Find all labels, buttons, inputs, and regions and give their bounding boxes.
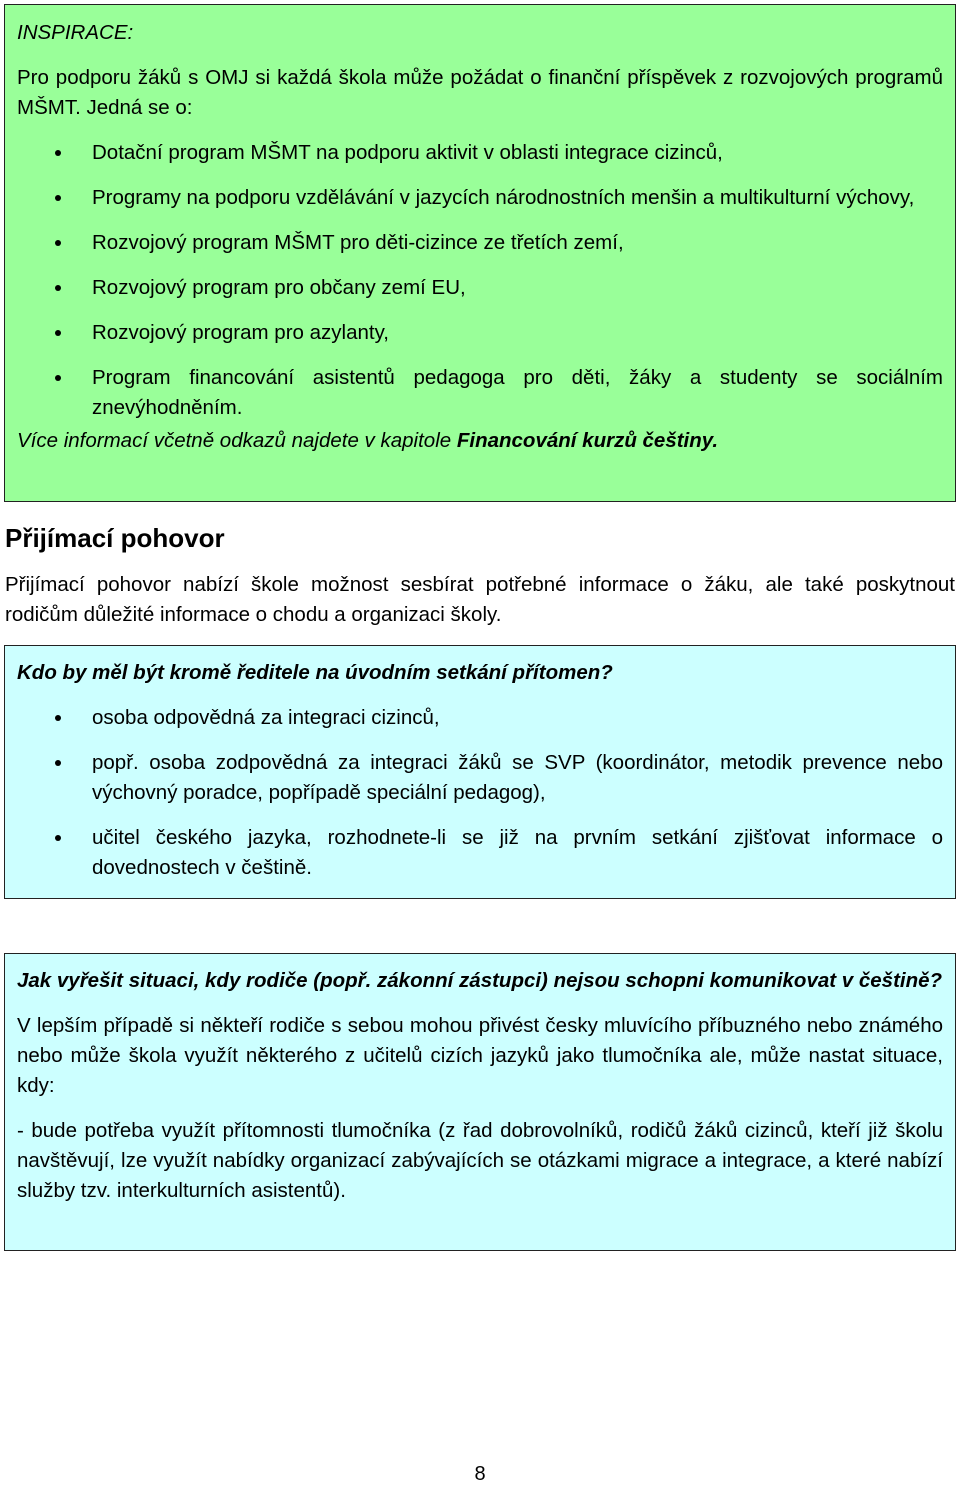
list-item: Rozvojový program pro azylanty, [17, 318, 943, 348]
bullet-icon [55, 285, 61, 291]
who-question: Kdo by měl být kromě ředitele na úvodním setkání přítomen? [17, 661, 613, 684]
who-box [4, 645, 956, 899]
list-item: Rozvojový program pro občany zemí EU, [17, 273, 943, 303]
bullet-icon [55, 835, 61, 841]
list-item: učitel českého jazyka, rozhodnete-li se již na prvním setkání zjišťovat informace o dovednostech v češtině. [17, 823, 943, 883]
list-item: osoba odpovědná za integraci cizinců, [17, 703, 943, 733]
how-paragraph: V lepším případě si někteří rodiče s sebou mohou přivést česky mluvícího příbuzného nebo známého nebo může škola využít některého z učitelů cizích jazyků jako tlumočníka ale, může nastat situace, kdy: [17, 1014, 943, 1097]
inspiration-list [17, 138, 943, 423]
more-info-note [17, 426, 943, 456]
bullet-icon [55, 760, 61, 766]
how-box [4, 953, 956, 1251]
bullet-icon [55, 150, 61, 156]
bullet-icon [55, 195, 61, 201]
inspiration-intro: Pro podporu žáků s OMJ si každá škola může požádat o finanční příspěvek z rozvojových programů MŠMT. Jedná se o: [17, 66, 943, 119]
list-item: popř. osoba zodpovědná za integraci žáků se SVP (koordinátor, metodik prevence nebo výchovný poradce, popřípadě speciální pedagog), [17, 748, 943, 808]
how-item: - bude potřeba využít přítomnosti tlumočníka (z řad dobrovolníků, rodičů žáků cizinců, kteří již školu navštěvují, lze využít nabídky organizací zabývajících se otázkami migrace a integrace, a které nabízí služby tzv. interkulturních asistentů). [17, 1119, 943, 1202]
inspiration-box [4, 4, 956, 502]
how-question: Jak vyřešit situaci, kdy rodiče (popř. zákonní zástupci) nejsou schopni komunikovat v češtině? [17, 969, 943, 992]
more-info-prefix: Více informací včetně odkazů najdete v kapitole [17, 429, 457, 452]
bullet-icon [55, 240, 61, 246]
bullet-icon [55, 375, 61, 381]
list-item: Programy na podporu vzdělávání v jazycích národnostních menšin a multikulturní výchovy, [17, 183, 943, 213]
more-info-chapter: Financování kurzů češtiny. [456, 429, 719, 452]
inspiration-title: INSPIRACE: [17, 21, 134, 44]
section-heading: Přijímací pohovor [5, 523, 225, 553]
section-intro: Přijímací pohovor nabízí škole možnost sesbírat potřebné informace o žáku, ale také poskytnout rodičům důležité informace o chodu a organizaci školy. [5, 573, 955, 626]
page-number: 8 [474, 1463, 486, 1485]
list-item: Dotační program MŠMT na podporu aktivit v oblasti integrace cizinců, [17, 138, 943, 168]
bullet-icon [55, 330, 61, 336]
list-item: Rozvojový program MŠMT pro děti-cizince ze třetích zemí, [17, 228, 943, 258]
list-item: Program financování asistentů pedagoga pro děti, žáky a studenty se sociálním znevýhodněním. [17, 363, 943, 423]
bullet-icon [55, 715, 61, 721]
who-list [17, 703, 943, 883]
